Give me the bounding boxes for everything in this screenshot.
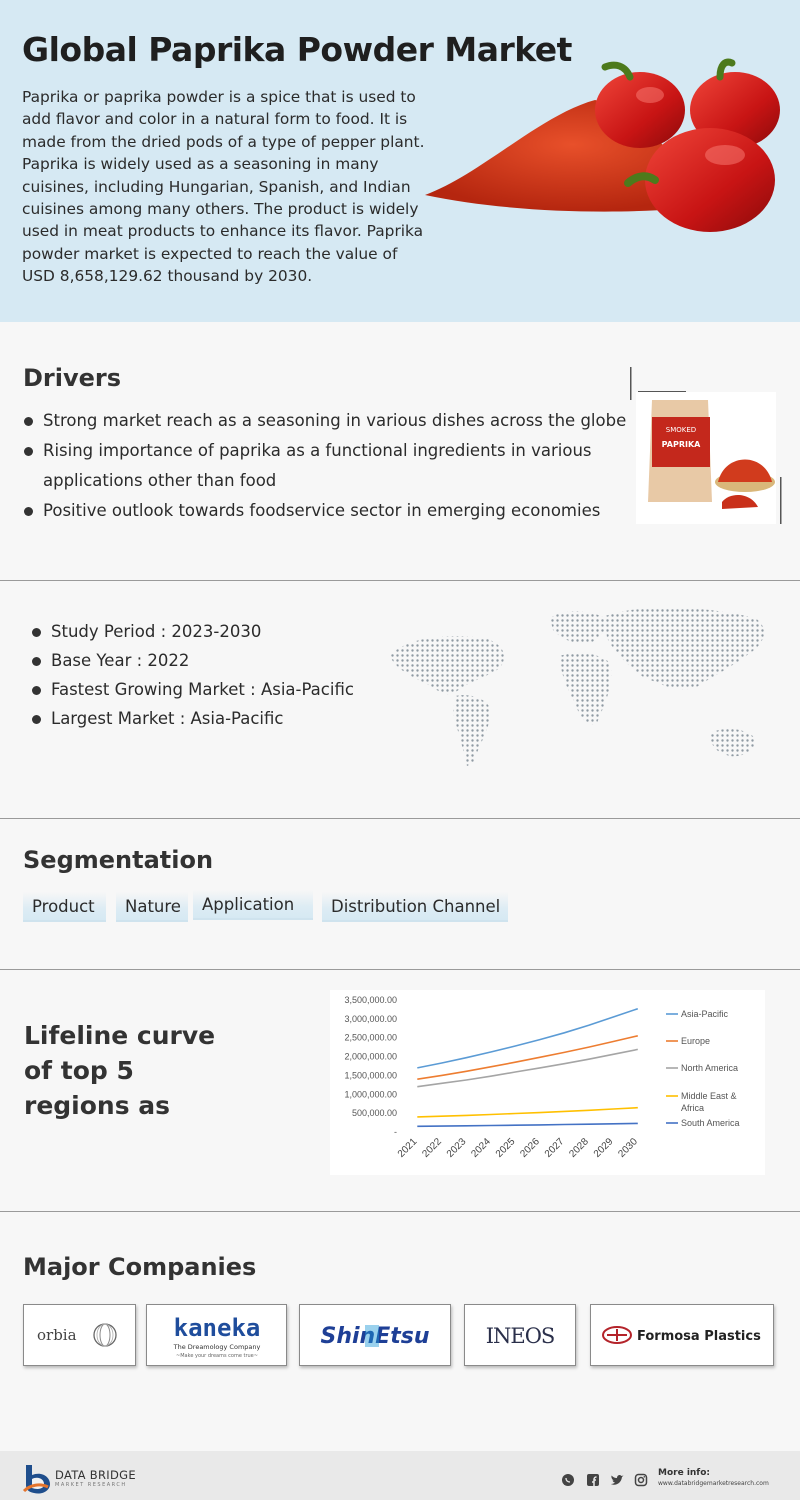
ineos-logo — [475, 1317, 565, 1353]
legend-label: Europe — [681, 1036, 711, 1046]
tab-distribution-channel[interactable]: Distribution Channel — [322, 892, 508, 922]
x-tick-label: 2027 — [542, 1136, 567, 1160]
bag-label-main: PAPRIKA — [661, 440, 701, 449]
logo-kaneka — [146, 1304, 287, 1366]
svg-text:INEOS: INEOS — [485, 1324, 555, 1348]
svg-text:ShinEtsu: ShinEtsu — [320, 1324, 430, 1349]
x-tick-label: 2024 — [469, 1136, 493, 1160]
instagram-icon[interactable] — [634, 1473, 648, 1487]
tab-product[interactable]: Product — [23, 892, 106, 922]
x-tick-label: 2023 — [444, 1136, 469, 1160]
x-tick-label: 2021 — [395, 1136, 420, 1160]
svg-text:The Dreamology Company: The Dreamology Company — [173, 1342, 260, 1351]
bullet-icon — [24, 507, 33, 516]
formosa-plastics-logo — [597, 1317, 767, 1353]
x-tick-label: 2029 — [591, 1136, 616, 1160]
bullet-icon — [24, 417, 33, 426]
divider — [0, 580, 800, 581]
footer-brand: DATA BRIDGE — [55, 1468, 136, 1482]
header-banner — [0, 0, 800, 322]
logo-shinetsu — [299, 1304, 451, 1366]
bullet-icon — [32, 628, 41, 637]
svg-text:~Make your dreams come true~: ~Make your dreams come true~ — [175, 1352, 258, 1359]
more-info-label: More info: — [658, 1468, 711, 1478]
y-tick-label: 2,500,000.00 — [344, 1032, 397, 1043]
study-item: Base Year : 2022 — [30, 646, 380, 675]
svg-text:orbia: orbia — [36, 1326, 77, 1344]
shinetsu-logo — [315, 1317, 435, 1353]
y-tick-label: 2,000,000.00 — [344, 1051, 397, 1062]
kaneka-logo — [152, 1308, 282, 1363]
y-tick-label: 3,500,000.00 — [344, 995, 397, 1005]
segmentation-title: Segmentation — [23, 846, 214, 874]
companies-title: Major Companies — [23, 1253, 257, 1281]
divider — [0, 1211, 800, 1212]
x-tick-label: 2028 — [567, 1136, 591, 1160]
x-tick-label: 2026 — [518, 1136, 542, 1160]
legend-label: South America — [681, 1118, 740, 1128]
y-tick-label: 3,000,000.00 — [344, 1013, 397, 1024]
svg-text:kaneka: kaneka — [173, 1313, 260, 1342]
svg-text:Formosa Plastics: Formosa Plastics — [637, 1329, 761, 1344]
twitter-icon[interactable] — [610, 1473, 624, 1487]
legend-label: Middle East & — [681, 1091, 737, 1101]
whatsapp-icon[interactable] — [561, 1473, 575, 1487]
bullet-icon — [24, 447, 33, 456]
paprika-bag-image — [630, 367, 782, 524]
world-map-image — [375, 598, 785, 776]
study-item: Largest Market : Asia-Pacific — [30, 704, 380, 733]
divider — [0, 818, 800, 819]
facebook-icon[interactable] — [586, 1473, 600, 1487]
legend-label: Asia-Pacific — [681, 1009, 729, 1019]
logo-orbia — [23, 1304, 136, 1366]
page-title: Global Paprika Powder Market — [22, 30, 572, 69]
drivers-title: Drivers — [23, 364, 122, 392]
y-tick-label: 1,500,000.00 — [344, 1070, 397, 1081]
intro-paragraph: Paprika or paprika powder is a spice that is used to add flavor and color in a natural form to food. It is made from the dried pods of a type of pepper plant. Paprika is widely used as a seasoning in many cuisines, including Hungarian, Spanish, and Indian cuisines among many others. The product is widely used in meat products to enhance its flavor. Paprika powder market is expected to reach the value of USD 8,658,129.62 thousand by 2030. — [22, 88, 425, 286]
y-tick-label: - — [394, 1127, 397, 1137]
driver-item: Strong market reach as a seasoning in various dishes across the globe — [22, 406, 642, 436]
data-bridge-logo-icon — [22, 1463, 52, 1495]
drivers-list — [22, 406, 642, 526]
x-tick-label: 2025 — [493, 1136, 518, 1160]
logo-formosa-plastics — [590, 1304, 774, 1366]
website-link[interactable]: www.databridgemarketresearch.com — [658, 1480, 769, 1487]
paprika-hero-image — [420, 55, 790, 245]
driver-item: Rising importance of paprika as a functional ingredients in various applications other than food — [22, 436, 642, 496]
tab-application[interactable]: Application — [193, 890, 313, 920]
orbia-logo — [35, 1315, 125, 1355]
bullet-icon — [32, 715, 41, 724]
y-tick-label: 1,000,000.00 — [344, 1089, 397, 1100]
x-tick-label: 2022 — [420, 1136, 444, 1160]
study-item: Study Period : 2023-2030 — [30, 617, 380, 646]
legend-label: Africa — [681, 1103, 705, 1113]
logo-ineos — [464, 1304, 576, 1366]
bullet-icon — [32, 686, 41, 695]
footer-brand-sub: MARKET RESEARCH — [55, 1482, 127, 1488]
bag-label-top: SMOKED — [665, 426, 697, 434]
tab-nature[interactable]: Nature — [116, 892, 188, 922]
lifeline-title: Lifeline curve of top 5 regions as — [24, 1021, 216, 1120]
y-tick-label: 500,000.00 — [351, 1108, 397, 1119]
x-tick-label: 2030 — [616, 1136, 640, 1160]
lifeline-chart — [330, 990, 765, 1175]
study-item: Fastest Growing Market : Asia-Pacific — [30, 675, 380, 704]
bullet-icon — [32, 657, 41, 666]
footer — [0, 1451, 800, 1500]
study-info-list — [30, 617, 380, 733]
divider — [0, 969, 800, 970]
legend-label: North America — [681, 1063, 739, 1073]
driver-item: Positive outlook towards foodservice sector in emerging economies — [22, 496, 642, 526]
